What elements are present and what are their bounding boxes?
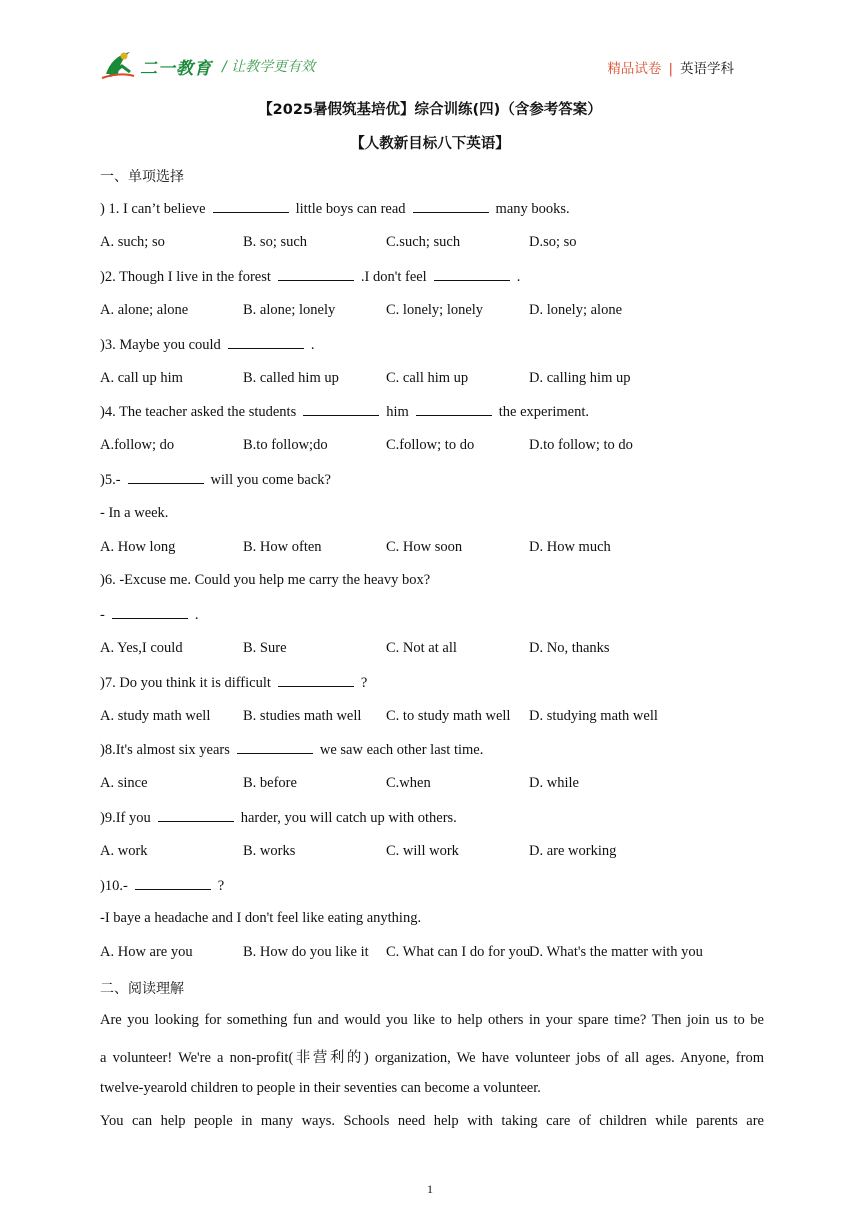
option-c: C. What can I do for you xyxy=(386,944,531,960)
option-b: B. before xyxy=(243,775,297,791)
option-a: A. since xyxy=(100,775,148,791)
question-9 xyxy=(100,809,457,827)
question-text: )10.- xyxy=(100,878,128,894)
option-d: D. lonely; alone xyxy=(529,302,623,318)
question-text: many books. xyxy=(495,201,570,217)
question-text: )2. Though I live in the forest xyxy=(100,269,271,285)
question-10-reply: -I baye a headache and I don't feel like eating anything. xyxy=(100,910,422,926)
option-c: C. lonely; lonely xyxy=(386,302,484,318)
question-text: will you come back? xyxy=(210,472,331,488)
option-b: B. called him up xyxy=(243,370,339,386)
option-b: B. studies math well xyxy=(243,708,362,724)
option-d: D. calling him up xyxy=(529,370,631,386)
tag-subject: 英语学科 xyxy=(680,61,734,77)
option-c: C.follow; to do xyxy=(386,437,475,453)
tag-premium: 精品试卷 xyxy=(607,61,662,77)
question-1 xyxy=(100,200,570,218)
answer-blank xyxy=(237,741,313,754)
question-5 xyxy=(100,471,331,489)
option-b: B. so; such xyxy=(243,234,308,250)
answer-blank xyxy=(228,336,304,349)
option-c: C.when xyxy=(386,775,431,791)
answer-blank xyxy=(112,606,188,619)
question-text: the experiment. xyxy=(498,404,589,420)
option-d: D. No, thanks xyxy=(529,640,610,656)
page-number: 1 xyxy=(427,1182,433,1196)
question-10 xyxy=(100,877,224,895)
question-text: )5.- xyxy=(100,472,121,488)
page-subtitle: 【人教新目标八下英语】 xyxy=(350,136,510,152)
tag-separator: | xyxy=(668,61,673,77)
reading-line-2: a volunteer! We're a non-profit(非营利的) organization, We have volunteer jobs of all ages. Anyone, from xyxy=(100,1050,764,1066)
question-text: him xyxy=(386,404,409,420)
option-c: C. to study math well xyxy=(386,708,511,724)
option-c: C. Not at all xyxy=(386,640,457,656)
question-text: . xyxy=(194,607,199,623)
question-text: . xyxy=(310,337,315,353)
option-c: C.such; such xyxy=(386,234,461,250)
option-b: B.to follow;do xyxy=(243,437,328,453)
option-a: A. such; so xyxy=(100,234,165,250)
question-6-reply xyxy=(100,606,198,624)
option-a: A. Yes,I could xyxy=(100,640,183,656)
option-c: C. will work xyxy=(386,843,459,859)
option-d: D. How much xyxy=(529,539,611,555)
option-d: D. while xyxy=(529,775,579,791)
question-4 xyxy=(100,403,589,421)
page-header xyxy=(0,0,860,90)
question-text: we saw each other last time. xyxy=(319,742,484,758)
question-8 xyxy=(100,741,483,759)
page-title: 【2025暑假筑基培优】综合训练(四)（含参考答案） xyxy=(258,102,602,118)
option-a: A. How are you xyxy=(100,944,193,960)
option-d: D. studying math well xyxy=(529,708,658,724)
option-d: D.so; so xyxy=(529,234,577,250)
logo-text: 二一教育 xyxy=(140,59,212,79)
question-text: ? xyxy=(217,878,225,894)
question-text: )4. The teacher asked the students xyxy=(100,404,297,420)
header-tags xyxy=(607,57,734,77)
answer-blank xyxy=(303,403,379,416)
question-text: harder, you will catch up with others. xyxy=(240,810,457,826)
option-b: B. works xyxy=(243,843,296,859)
option-b: B. Sure xyxy=(243,640,287,656)
question-text: )9.If you xyxy=(100,810,151,826)
option-b: B. How often xyxy=(243,539,322,555)
answer-blank xyxy=(416,403,492,416)
slogan: / 让教学更有效 xyxy=(222,59,316,75)
option-a: A. alone; alone xyxy=(100,302,189,318)
question-text: ) 1. I can’t believe xyxy=(100,201,206,217)
option-c: C. How soon xyxy=(386,539,463,555)
option-b: B. alone; lonely xyxy=(243,302,336,318)
question-text: )7. Do you think it is difficult xyxy=(100,675,271,691)
answer-blank xyxy=(128,471,204,484)
option-a: A. call up him xyxy=(100,370,183,386)
question-3 xyxy=(100,336,314,354)
option-a: A. work xyxy=(100,843,148,859)
question-text: .I don't feel xyxy=(360,269,427,285)
section-heading-reading: 二、阅读理解 xyxy=(100,981,184,997)
option-d: D.to follow; to do xyxy=(529,437,633,453)
answer-blank xyxy=(135,877,211,890)
question-7 xyxy=(100,674,367,692)
question-6: )6. -Excuse me. Could you help me carry the heavy box? xyxy=(100,572,431,588)
question-5-reply: - In a week. xyxy=(100,505,169,521)
reading-line-1: Are you looking for something fun and would you like to help others in your spare time? Then join us to be xyxy=(100,1012,764,1028)
option-b: B. How do you like it xyxy=(243,944,369,960)
answer-blank xyxy=(434,268,510,281)
question-text: little boys can read xyxy=(295,201,406,217)
question-text: . xyxy=(516,269,521,285)
question-text: - xyxy=(100,607,105,623)
question-text: )3. Maybe you could xyxy=(100,337,221,353)
answer-blank xyxy=(213,200,289,213)
question-text: )8.It's almost six years xyxy=(100,742,230,758)
answer-blank xyxy=(158,809,234,822)
reading-line-3: twelve-yearold children to people in their seventies can become a volunteer. xyxy=(100,1080,541,1096)
option-c: C. call him up xyxy=(386,370,469,386)
section-heading-choice: 一、单项选择 xyxy=(100,169,184,185)
option-d: D. are working xyxy=(529,843,617,859)
option-d: D. What's the matter with you xyxy=(529,944,703,960)
option-a: A. study math well xyxy=(100,708,211,724)
question-2 xyxy=(100,268,520,286)
question-text: ? xyxy=(360,675,368,691)
answer-blank xyxy=(278,674,354,687)
answer-blank xyxy=(413,200,489,213)
reading-line-4: You can help people in many ways. Schools need help with taking care of children while parents are xyxy=(100,1113,764,1129)
option-a: A. How long xyxy=(100,539,176,555)
answer-blank xyxy=(278,268,354,281)
option-a: A.follow; do xyxy=(100,437,175,453)
